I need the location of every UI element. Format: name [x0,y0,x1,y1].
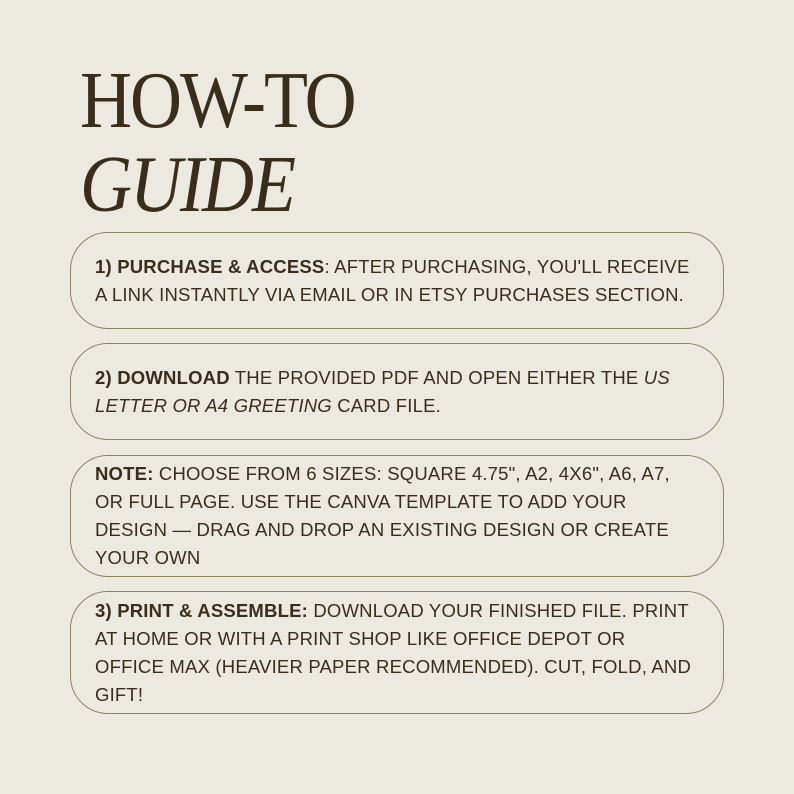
note-heading: NOTE: [95,463,154,484]
step-heading: PRINT & ASSEMBLE: [117,599,309,621]
step-text [95,364,699,420]
step-heading: PURCHASE & ACCESS [117,255,325,277]
note-body: CHOOSE FROM 6 SIZES: SQUARE 4.75", A2, 4X6", A6, A7, OR FULL PAGE. USE THE CANVA TEMPLATE TO ADD YOUR DESIGN — DRAG AND DROP AN EXISTING DESIGN OR CREATE YOUR OWN [95,463,670,568]
step-body: THE PROVIDED PDF AND OPEN EITHER THE [229,366,644,388]
step-text [95,253,699,309]
step-number: 2) [95,366,118,388]
step-card-purchase [70,232,724,329]
step-card-print [70,591,724,714]
step-text [95,597,699,709]
step-number: 1) [95,255,118,277]
step-card-download [70,343,724,440]
step-body-italic: US LETTER OR A4 GREETING [95,366,670,416]
title-line-2: GUIDE [80,139,294,230]
title-line-1: HOW-TO [80,55,355,146]
step-number: 3) [95,599,118,621]
note-card [70,455,724,577]
step-separator: : [324,255,335,277]
page-title [80,55,355,230]
step-body: AFTER PURCHASING, YOU'LL RECEIVE A LINK INSTANTLY VIA EMAIL OR IN ETSY PURCHASES SECTION. [95,255,690,305]
step-body-end: CARD FILE. [331,394,441,416]
step-body: DOWNLOAD YOUR FINISHED FILE. PRINT AT HOME OR WITH A PRINT SHOP LIKE OFFICE DEPOT OR OFFICE MAX (HEAVIER PAPER RECOMMENDED). CUT, FOLD, AND GIFT! [95,599,692,705]
note-text [95,460,699,572]
step-heading: DOWNLOAD [117,366,230,388]
